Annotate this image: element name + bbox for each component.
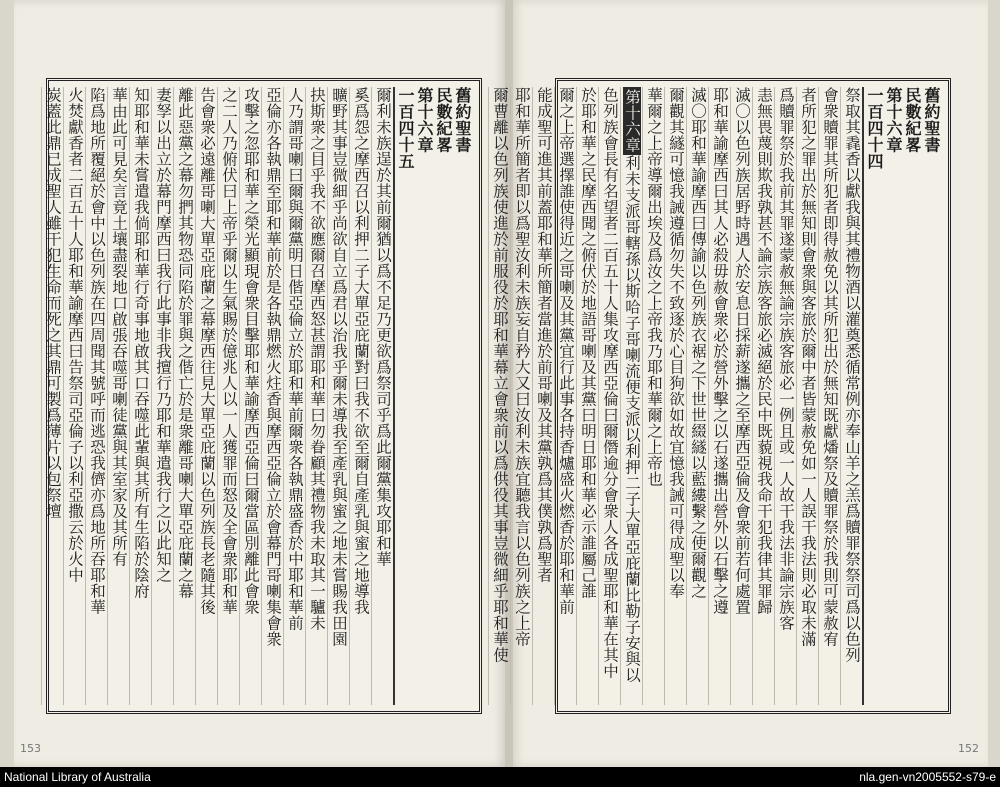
right-page-frame [491,78,951,714]
right-text-column: 耶和華所簡者即以爲聖汝利未族妄自矜大又曰汝利未族宜聽我言以色列族之上帝 [510,87,532,705]
left-pencil-note: 153 [20,742,41,755]
left-page-margin [393,87,473,705]
footer-bar [0,767,1000,787]
right-text-column: 祭取其毳香以獻我與其禮物酒以灌奠悉循常例亦奉山羊之羔爲贖罪祭祭司爲以色列 [840,87,862,705]
left-text-column: 人乃謂哥喇曰爾與爾黨明日偕亞倫立於耶和華前爾衆各執鼎盛香於中耶和華前 [283,87,305,705]
right-text-column: 華爾之上帝導爾出埃及爲汝之上帝我乃耶和華爾之上帝也 [642,87,664,705]
right-text-column: 爾觀其繸可憶我誡遵循勿失不致逐於心目狗欲如故宜憶我誡可得成聖以奉 [664,87,686,705]
left-text-column: 之二人乃俯伏曰上帝乎爾以生氣賜於億兆人以一人獲罪而怒及全會衆耶和華 [217,87,239,705]
left-page-frame [46,78,482,714]
right-page-margin [862,87,942,705]
left-text-column: 曠野其事豈微細乎尚欲自立爲君以治我乎爾未導我至產乳與蜜之地未嘗賜我田園 [327,87,349,705]
left-text-column: 華由此可見矣言竟土壤盡裂地口啟張吞噬哥喇徒黨與其室家及其所有 [107,87,129,705]
left-text-column: 知耶和華未嘗遣我倘耶和華行奇事地啟其口吞噬此輩與其所有生陷於陰府 [129,87,151,705]
left-text-column: 妻孥以出立於幕門摩西曰我行此事非我擅行乃耶和華遣我行之以此知之 [151,87,173,705]
right-text-column: 爾之上帝選擇誰使得近之哥喇及其黨宜行此事各持香爐盛火燃香於耶和華前 [554,87,576,705]
right-page-number: 一百四十四 [865,87,884,170]
right-text-column: 滅〇耶和華諭摩西曰傳諭以色列族衣裾之下世世綴繸以藍縷繫之使爾觀之 [686,87,708,705]
left-text-column: 攻擊之忽耶和華之榮光顯現會衆目擊耶和華諭摩西亞倫曰爾當區別離此會衆 [239,87,261,705]
left-text-column: 奚爲怨之摩西召以利押二子大單亞庇蘭對曰我不欲至爾自產乳與蜜之地導我 [349,87,371,705]
chapter-heading: 第十六章 [623,89,641,153]
left-text-column: 抉斯衆之目乎我不欲應爾召摩西怒甚謂耶和華曰勿眷顧其禮物我未取其一驢未 [305,87,327,705]
left-margin-title: 舊約聖書 [453,87,472,153]
right-margin-chapter: 第十六章 [884,87,903,153]
left-text-column: 亞倫亦各執鼎至耶和華前於是各執鼎燃火炷香與摩西亞倫立於會幕門哥喇集會衆 [261,87,283,705]
left-text-column: 陷爲地所覆絕於會中以色列族在四周聞其號呼而逃恐我儕亦爲地所吞耶和華 [85,87,107,705]
footer-library-name: National Library of Australia [4,770,151,784]
right-text-column: 色列族會長有名望者二百五十人集攻摩西亞倫曰爾僭逾分會衆人各成聖耶和華在其中 [598,87,620,705]
right-text-columns [491,87,942,705]
left-text-column: 火焚獻香者二百五十人耶和華諭摩西曰告祭司亞倫子以利亞撒云於火中 [63,87,85,705]
right-text-column: 第十六章利未支派哥轄孫以斯哈子哥喇流便支派以利押二子大單亞庇蘭比勒子安與以 [620,87,642,705]
right-text-column: 爾曹離以色列族使進於前服役於耶和華幕立會衆前以爲供役其事豈微細乎耶和華使 [488,87,510,705]
right-text-column: 者所犯之罪出於無知則會衆與客旅於爾中者皆蒙赦免如一人誤干我法則必取未滿 [796,87,818,705]
left-margin-chapter: 第十六章 [415,87,434,153]
right-margin-title: 舊約聖書 [922,87,941,153]
footer-item-id: nla.gen-vn2005552-s79-e [859,770,996,784]
right-text-column: 會衆贖罪其所犯者即得赦免以其所犯出於無知既獻燔祭及贖罪祭於我則可蒙赦宥 [818,87,840,705]
left-text-column: 告會衆必遠離哥喇大單亞庇蘭之幕摩西往見大單亞庇蘭以色列族長老隨其後 [195,87,217,705]
right-text-column: 滅〇以色列族居野時遇人於安息日採薪遂攜之至摩西亞倫及會衆前若何處置 [730,87,752,705]
right-text-column: 爲贖罪祭於我前其罪遂蒙赦無論宗族客旅必一例且或一人故干我法非論宗族客 [774,87,796,705]
left-page-number: 一百四十五 [396,87,415,170]
left-margin-book: 民數紀畧 [434,87,453,153]
right-pencil-note: 152 [958,742,979,755]
right-text-column: 恚無畏蔑則欺我孰甚不論宗族客旅必滅絕於民中既藐視我命干犯我律其罪歸 [752,87,774,705]
right-text-column: 能成聖可進其前蓋耶和華所簡者當進於前哥喇及其黨孰爲其僕孰爲聖者 [532,87,554,705]
right-text-column: 耶和華諭摩西曰其人必殺毋赦會衆必於營外擊之以石遂攜出營外以石擊之遵 [708,87,730,705]
right-margin-book: 民數紀畧 [903,87,922,153]
left-text-column: 爾利未族逞於其前爾猶以爲不足乃更欲爲祭司乎爲此爾黨集攻耶和華 [371,87,393,705]
left-text-column: 離此惡黨之幕勿捫其物恐同陷於罪與之偕亡於是衆離哥喇大單亞庇蘭之幕 [173,87,195,705]
left-text-column: 炭蓋此鼎已成聖人雖干犯生命而死之其鼎可製爲薄片以包祭壇 [41,87,63,705]
left-text-columns [44,87,473,705]
right-text-column: 於耶和華之民摩西聞之俯伏於地語哥喇及其黨曰明日耶和華必示誰屬己誰 [576,87,598,705]
